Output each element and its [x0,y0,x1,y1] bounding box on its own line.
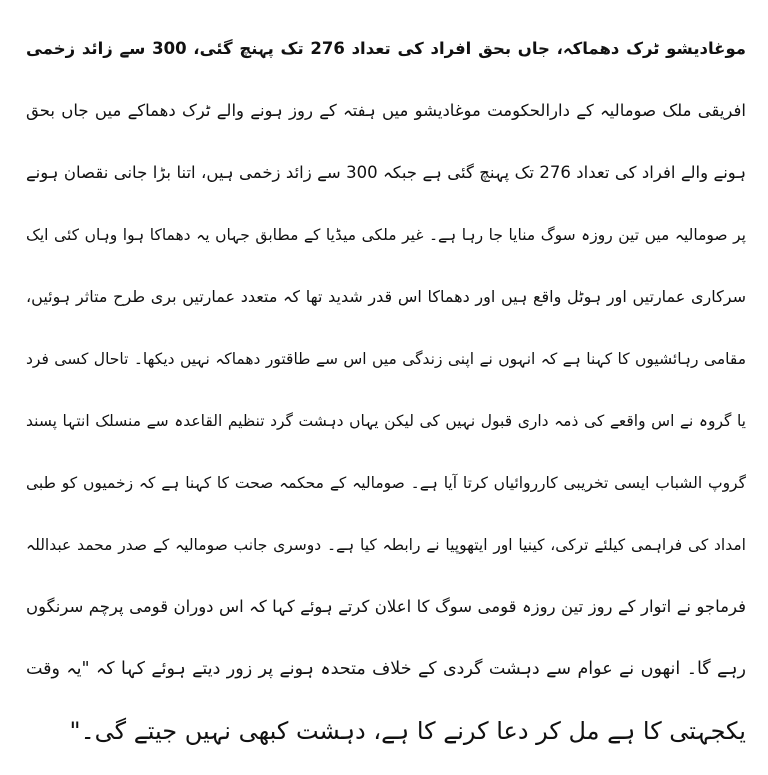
article-line: امداد کی فراہمی کیلئے ترکی، کینیا اور ایتھوپیا نے رابطہ کیا ہے۔ دوسری جانب صومالیہ کے صدر محمد عبداللہ [26,536,746,554]
article-headline: موغادیشو ٹرک دھماکہ، جاں بحق افراد کی تعداد 276 تک پہنچ گئی، 300 سے زائد زخمی [26,39,746,58]
article-line: یکجہتی کا ہے مل کر دعا کرنے کا ہے، دہشت کبھی نہیں جیتے گی۔" [69,717,746,745]
article-line: افریقی ملک صومالیہ کے دارالحکومت موغادیشو میں ہفتہ کے روز ہونے والے ٹرک دھماکے میں جاں بحق [26,101,746,120]
article-line: ہونے والے افراد کی تعداد 276 تک پہنچ گئی ہے جبکہ 300 سے زائد زخمی ہیں، اتنا بڑا جانی نقصان ہونے [26,163,746,182]
article-line: رہے گا۔ انھوں نے عوام سے دہشت گردی کے خلاف متحدہ ہونے پر زور دیتے ہوئے کہا کہ "یہ وقت [26,659,746,679]
article-line: سرکاری عمارتیں اور ہوٹل واقع ہیں اور دھماکا اس قدر شدید تھا کہ متعدد عمارتیں بری طرح متاثر ہوئیں، [26,287,746,306]
article-line: فرماجو نے اتوار کے روز تین روزہ قومی سوگ کا اعلان کرتے ہوئے کہا کہ اس دوران قومی پرچم سرنگوں [26,597,746,616]
article-line: گروپ الشباب ایسی تخریبی کارروائیاں کرتا آیا ہے۔ صومالیہ کے محکمہ صحت کا کہنا ہے کہ زخمیوں کو طبی [26,474,746,492]
article-line: یا گروہ نے اس واقعے کی ذمہ داری قبول نہیں کی لیکن یہاں دہشت گرد تنظیم القاعدہ سے منسلک انتہا پسند [26,412,746,430]
article-line: پر صومالیہ میں تین روزہ سوگ منایا جا رہا ہے۔ غیر ملکی میڈیا کے مطابق جہاں یہ دھماکا ہوا وہاں کئی ایک [26,226,746,244]
article-line: مقامی رہائشیوں کا کہنا ہے کہ انہوں نے اپنی زندگی میں اس سے طاقتور دھماکہ نہیں دیکھا۔ تاحال کسی فرد [26,350,746,368]
